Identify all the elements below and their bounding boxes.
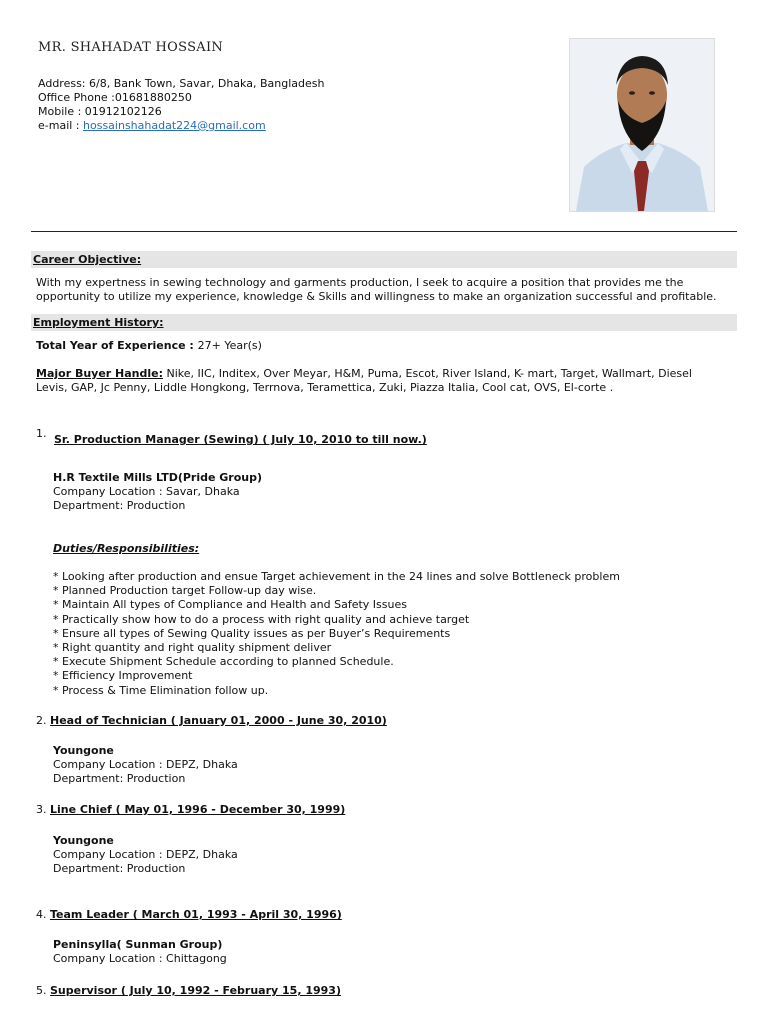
career-objective-text: With my expertness in sewing technology and garments production, I seek to acquire a position that provides me the opportunity to utilize my experience, knowledge & Skills and willingness to make an organization successful and profitable. <box>36 276 717 303</box>
list-item: * Looking after production and ensue Target achievement in the 24 lines and solve Bottleneck problem <box>53 570 620 583</box>
contact-block <box>38 77 324 133</box>
mobile: Mobile : 01912102126 <box>38 105 162 118</box>
duties-heading: Duties/Responsibilities: <box>53 542 200 555</box>
company-name: Peninsylla( Sunman Group) <box>53 938 223 951</box>
list-item: * Efficiency Improvement <box>53 669 193 683</box>
company-location: Company Location : Savar, Dhaka <box>53 485 240 498</box>
career-objective-heading: Career Objective: <box>31 251 737 268</box>
list-item: * Practically show how to do a process with right quality and achieve target <box>53 612 470 626</box>
department: Department: Production <box>53 772 186 785</box>
job-title: Supervisor ( July 10, 1992 - February 15, 1993) <box>50 984 341 997</box>
total-experience: Total Year of Experience : 27+ Year(s) <box>36 339 262 352</box>
job-company-block <box>53 834 238 876</box>
email-link[interactable]: hossainshahadat224@gmail.com <box>83 119 266 132</box>
email-label: e-mail : <box>38 119 84 132</box>
department: Department: Production <box>53 862 186 875</box>
list-item: * Planned Production target Follow-up day wise. <box>53 584 317 598</box>
duties-list <box>53 570 620 698</box>
office-phone: Office Phone :01681880250 <box>38 91 192 104</box>
list-item: * Ensure all types of Sewing Quality issues as per Buyer’s Requirements <box>53 626 451 640</box>
job-entry-2: 2. Head of Technician ( January 01, 2000 - June 30, 2010) <box>36 714 387 727</box>
profile-photo <box>569 38 715 212</box>
profile-photo-image <box>570 39 714 211</box>
list-item: * Process & Time Elimination follow up. <box>53 683 269 697</box>
list-item: * Right quantity and right quality shipment deliver <box>53 641 332 655</box>
company-name: H.R Textile Mills LTD(Pride Group) <box>53 471 263 484</box>
job-entry-3: 3. Line Chief ( May 01, 1996 - December 30, 1999) <box>36 803 346 816</box>
company-location: Company Location : DEPZ, Dhaka <box>53 848 238 861</box>
department: Department: Production <box>53 499 186 512</box>
address: Address: 6/8, Bank Town, Savar, Dhaka, Bangladesh <box>38 77 325 90</box>
major-buyers: Major Buyer Handle: Nike, IIC, Inditex, Over Meyar, H&M, Puma, Escot, River Island, K- mart, Target, Wallmart, Diesel Levis, GAP, Jc Penny, Liddle Hongkong, Terrnova, Teramettica, Zuki, Piazza Italia, Cool cat, OVS, El-corte . <box>36 367 692 394</box>
job-entry-4: 4. Team Leader ( March 01, 1993 - April 30, 1996) <box>36 908 342 921</box>
list-item: * Maintain All types of Compliance and Health and Safety Issues <box>53 598 407 612</box>
company-name: Youngone <box>53 744 114 757</box>
header-divider <box>31 231 737 232</box>
company-location: Company Location : Chittagong <box>53 952 227 965</box>
job-company-block <box>53 744 238 786</box>
email-line <box>38 119 324 133</box>
candidate-name: MR. SHAHADAT HOSSAIN <box>38 40 224 55</box>
job-entry-1: 1. Sr. Production Manager (Sewing) ( July 10, 2010 to till now.) <box>36 427 427 446</box>
job-company-block <box>53 938 227 966</box>
company-location: Company Location : DEPZ, Dhaka <box>53 758 238 771</box>
list-item: * Execute Shipment Schedule according to planned Schedule. <box>53 655 394 669</box>
job-title: Head of Technician ( January 01, 2000 - June 30, 2010) <box>50 714 387 727</box>
job-title: Line Chief ( May 01, 1996 - December 30, 1999) <box>50 803 346 816</box>
employment-history-heading: Employment History: <box>31 314 737 331</box>
company-name: Youngone <box>53 834 114 847</box>
job-entry-5: 5. Supervisor ( July 10, 1992 - February 15, 1993) <box>36 984 341 997</box>
job-title: Team Leader ( March 01, 1993 - April 30, 1996) <box>50 908 342 921</box>
job-title: Sr. Production Manager (Sewing) ( July 10, 2010 to till now.) <box>54 433 427 446</box>
job-company-block <box>53 471 262 513</box>
